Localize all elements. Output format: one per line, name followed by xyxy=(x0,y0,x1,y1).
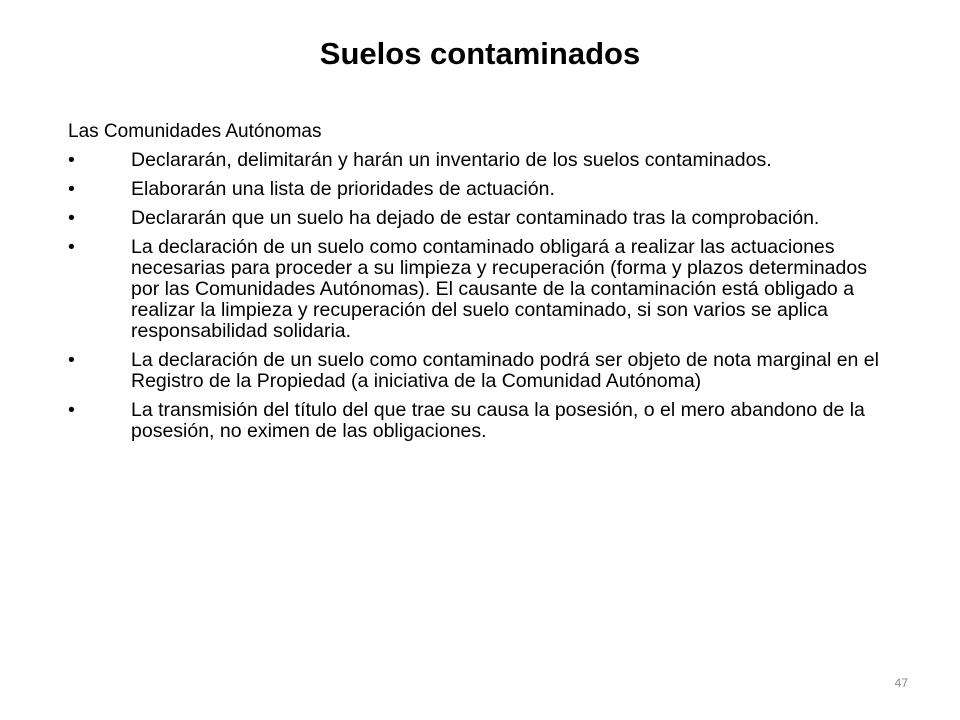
bullet-item xyxy=(68,350,888,392)
bullet-item xyxy=(68,150,888,171)
bullet-icon: • xyxy=(68,349,75,371)
page-number: 47 xyxy=(894,676,908,690)
bullet-icon: • xyxy=(68,178,75,200)
bullet-item xyxy=(68,237,888,342)
intro-text: Las Comunidades Autónomas xyxy=(68,121,322,142)
bullet-text: Declararán, delimitarán y harán un inventario de los suelos contaminados. xyxy=(131,149,772,171)
bullet-item xyxy=(68,208,888,229)
bullet-icon: • xyxy=(68,149,75,171)
bullet-item xyxy=(68,179,888,200)
slide-title: Suelos contaminados xyxy=(319,36,641,71)
bullet-text: Elaborarán una lista de prioridades de actuación. xyxy=(131,178,555,200)
bullet-icon: • xyxy=(68,399,75,421)
bullet-list xyxy=(68,150,888,442)
slide-content xyxy=(68,120,888,450)
bullet-text: La transmisión del título del que trae su causa la posesión, o el mero abandono de la posesión, no eximen de las obligaciones. xyxy=(131,399,865,442)
bullet-text: La declaración de un suelo como contaminado podrá ser objeto de nota marginal en el Registro de la Propiedad (a iniciativa de la Comunidad Autónoma) xyxy=(131,349,879,392)
bullet-icon: • xyxy=(68,207,75,229)
bullet-item xyxy=(68,400,888,442)
bullet-text: Declararán que un suelo ha dejado de estar contaminado tras la comprobación. xyxy=(131,207,820,229)
bullet-icon: • xyxy=(68,236,75,258)
bullet-text: La declaración de un suelo como contaminado obligará a realizar las actuaciones necesarias para proceder a su limpieza y recuperación (forma y plazos determinados por las Comunidades Autónomas). El causante de la contaminación está obligado a realizar la limpieza y recuperación del suelo contaminado, si son varios se aplica responsabilidad solidaria. xyxy=(131,236,867,342)
